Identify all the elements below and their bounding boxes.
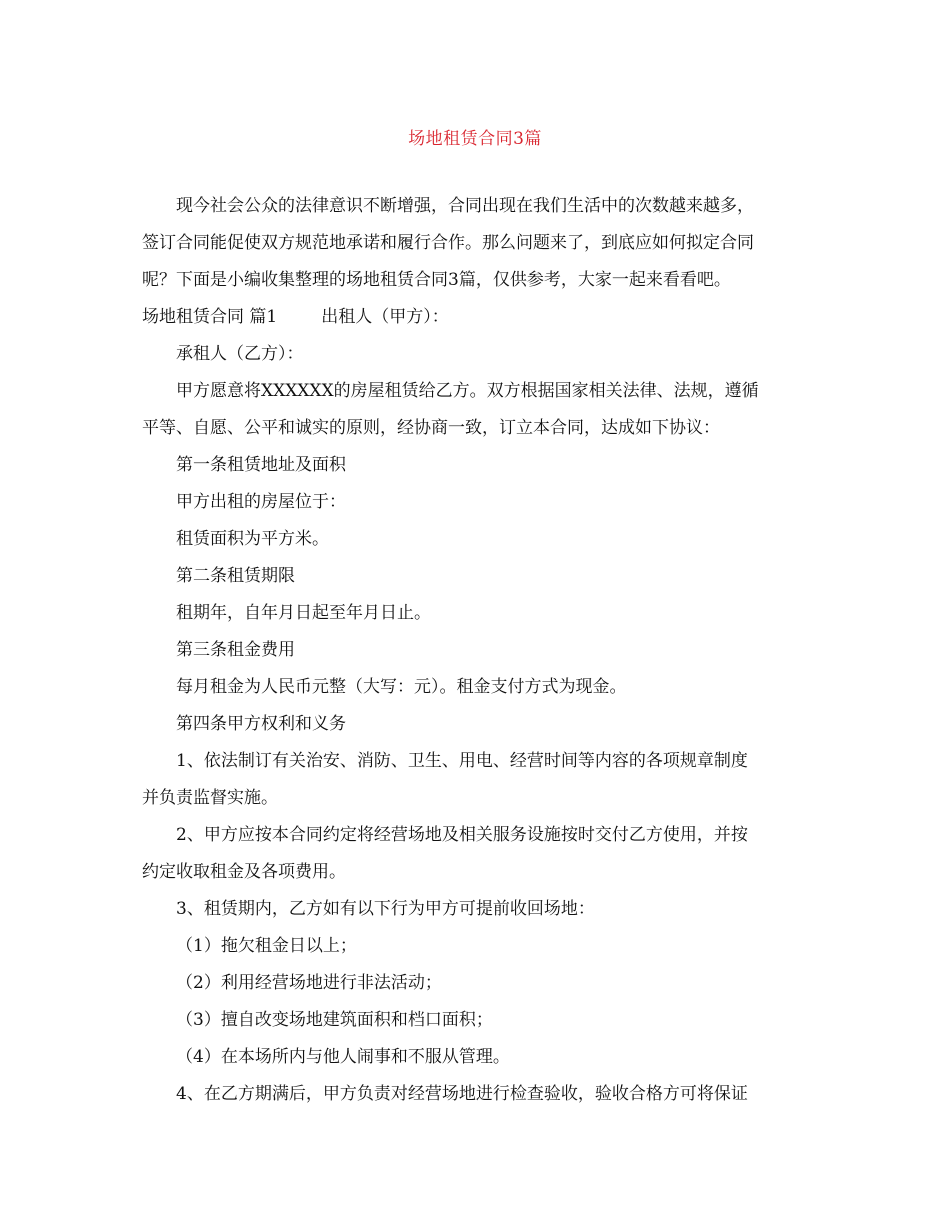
body-line: 每月租金为人民币元整（大写：元）。租金支付方式为现金。 [176, 677, 627, 697]
body-line: 3、租赁期内，乙方如有以下行为甲方可提前收回场地： [176, 899, 595, 919]
intro-line-2: 签订合同能促使双方规范地承诺和履行合作。那么问题来了，到底应如何拟定合同 [142, 233, 754, 253]
lessor-label: 出租人（甲方）： [321, 307, 449, 327]
section-heading-line [142, 299, 810, 336]
body-line: 2、甲方应按本合同约定将经营场地及相关服务设施按时交付乙方使用，并按 [176, 825, 748, 845]
list-item: （2）利用经营场地进行非法活动； [176, 973, 442, 993]
list-item: （1）拖欠租金日以上； [176, 936, 357, 956]
body-line: 1、依法制订有关治安、消防、卫生、用电、经营时间等内容的各项规章制度 [176, 751, 748, 771]
body-line: 承租人（乙方）： [176, 344, 304, 364]
body-line: 约定收取租金及各项费用。 [142, 862, 346, 882]
body-line: 租期年，自年月日起至年月日止。 [176, 603, 431, 623]
body-line: 租赁面积为平方米。 [176, 529, 329, 549]
intro-line-3: 呢？下面是小编收集整理的场地租赁合同3篇，仅供参考，大家一起来看看吧。 [142, 270, 731, 290]
body-line: 平等、自愿、公平和诚实的原则，经协商一致，订立本合同，达成如下协议： [142, 418, 720, 438]
list-item: （3）擅自改变场地建筑面积和档口面积； [176, 1010, 493, 1030]
body-line: 4、在乙方期满后，甲方负责对经营场地进行检查验收，验收合格方可将保证 [176, 1084, 748, 1104]
clause-heading: 第二条租赁期限 [176, 566, 295, 586]
list-item: （4）在本场所内与他人闹事和不服从管理。 [176, 1047, 510, 1067]
body-line: 甲方愿意将XXXXXX的房屋租赁给乙方。双方根据国家相关法律、法规，遵循 [176, 381, 759, 401]
document-body [142, 188, 810, 1113]
document-title: 场地租赁合同3篇 [408, 129, 542, 149]
clause-heading: 第三条租金费用 [176, 640, 295, 660]
clause-heading: 第四条甲方权利和义务 [176, 714, 346, 734]
clause-heading: 第一条租赁地址及面积 [176, 455, 346, 475]
body-line: 并负责监督实施。 [142, 788, 278, 808]
body-line: 甲方出租的房屋位于： [176, 492, 346, 512]
section-heading: 场地租赁合同 篇1 [142, 307, 278, 327]
intro-line-1: 现今社会公众的法律意识不断增强，合同出现在我们生活中的次数越来越多， [176, 196, 754, 216]
